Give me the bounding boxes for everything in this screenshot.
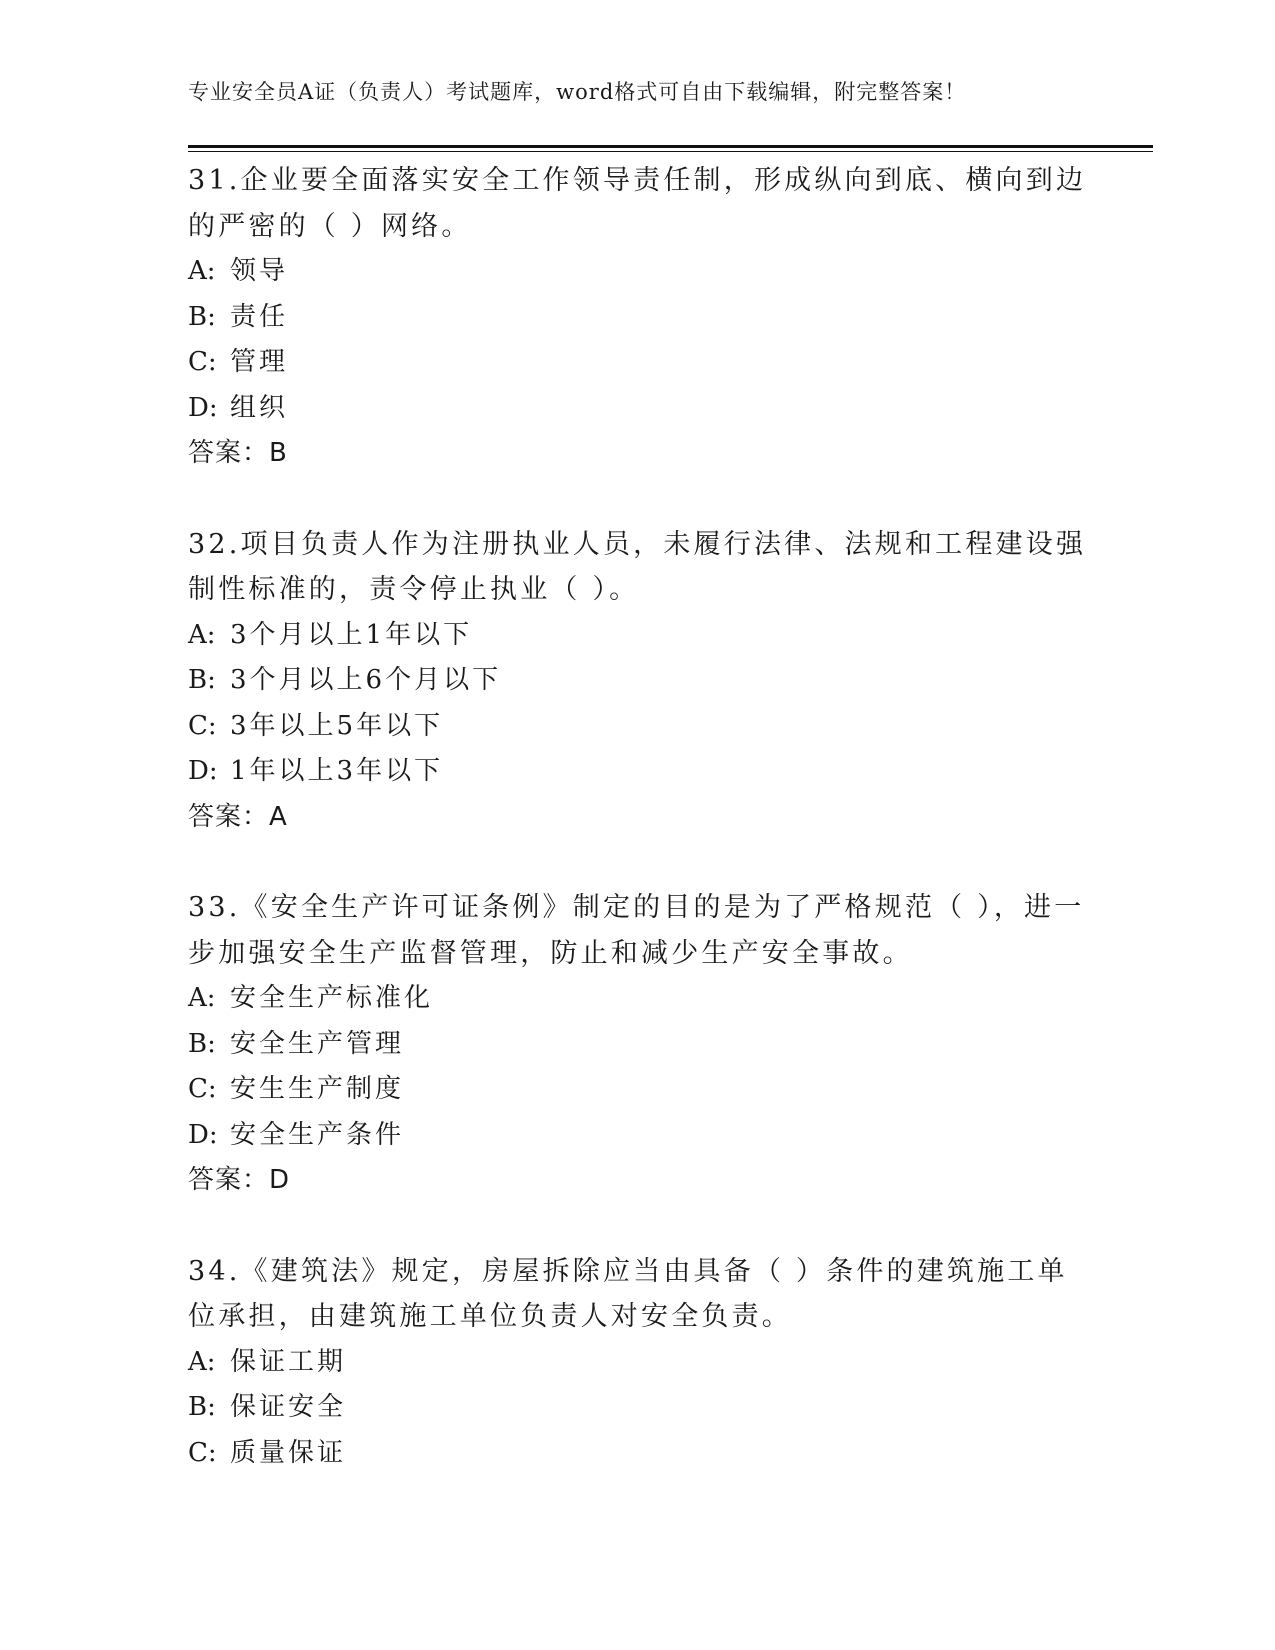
question-text: 31.企业要全面落实安全工作领导责任制，形成纵向到底、横向到边的严密的（ ）网络。	[188, 165, 1087, 242]
option-a	[188, 613, 1088, 659]
option-a	[188, 1340, 1088, 1386]
header-rule-thin	[188, 151, 1153, 152]
question-text: 32.项目负责人作为注册执业人员，未履行法律、法规和工程建设强制性标准的，责令停止执业（ ）。	[188, 528, 1087, 605]
option-label: A:	[188, 1346, 216, 1377]
option-c	[188, 1067, 1088, 1113]
option-text: 保证工期	[230, 1346, 347, 1377]
question-34	[188, 1249, 1088, 1477]
option-b	[188, 1022, 1088, 1068]
question-32	[188, 522, 1088, 841]
option-label: A:	[188, 256, 216, 286]
option-text: 质量保证	[230, 1437, 347, 1468]
header-rule-thick	[188, 145, 1153, 148]
option-label: C:	[188, 1074, 217, 1104]
option-label: B:	[188, 665, 216, 695]
answer: 答案：A	[188, 801, 288, 832]
question-text: 33.《安全生产许可证条例》制定的目的是为了严格规范（ ），进一步加强安全生产监督管理，防止和减少生产安全事故。	[188, 892, 1085, 969]
option-label: D:	[188, 1119, 218, 1150]
option-text: 组织	[230, 392, 289, 423]
option-d	[188, 749, 1088, 795]
option-b	[188, 658, 1088, 704]
question-31	[188, 158, 1088, 477]
option-label: C:	[188, 1437, 217, 1468]
option-text: 1年以上3年以下	[230, 756, 444, 786]
option-label: B:	[188, 301, 216, 332]
option-label: A:	[188, 983, 216, 1013]
option-text: 保证安全	[230, 1392, 347, 1422]
option-label: D:	[188, 756, 218, 786]
option-text: 安全生产标准化	[230, 983, 434, 1013]
option-c	[188, 340, 1088, 386]
option-text: 管理	[230, 347, 289, 377]
option-d	[188, 386, 1088, 432]
option-text: 3个月以上1年以下	[230, 619, 473, 650]
option-b	[188, 295, 1088, 341]
question-list	[188, 158, 1088, 1476]
option-b	[188, 1385, 1088, 1431]
document-header: 专业安全员A证（负责人）考试题库，word格式可自由下载编辑，附完整答案！	[188, 80, 967, 104]
option-d	[188, 1113, 1088, 1159]
question-33	[188, 885, 1088, 1204]
option-text: 安全生产条件	[230, 1119, 405, 1150]
option-text: 责任	[230, 301, 289, 332]
option-text: 安全生产管理	[230, 1028, 405, 1059]
option-a	[188, 249, 1088, 295]
option-text: 领导	[230, 256, 289, 286]
option-text: 3个月以上6个月以下	[230, 665, 502, 695]
option-text: 3年以上5年以下	[230, 710, 444, 741]
option-label: C:	[188, 710, 217, 741]
option-text: 安生生产制度	[230, 1074, 405, 1104]
option-a	[188, 976, 1088, 1022]
option-label: C:	[188, 347, 217, 377]
option-c	[188, 704, 1088, 750]
answer: 答案：D	[188, 1165, 291, 1195]
option-label: A:	[188, 619, 216, 650]
option-c	[188, 1431, 1088, 1477]
option-label: D:	[188, 392, 218, 423]
option-label: B:	[188, 1028, 216, 1059]
option-label: B:	[188, 1392, 216, 1422]
question-text: 34.《建筑法》规定，房屋拆除应当由具备（ ）条件的建筑施工单位承担，由建筑施工单位负责人对安全负责。	[188, 1255, 1068, 1332]
answer: 答案：B	[188, 438, 288, 468]
